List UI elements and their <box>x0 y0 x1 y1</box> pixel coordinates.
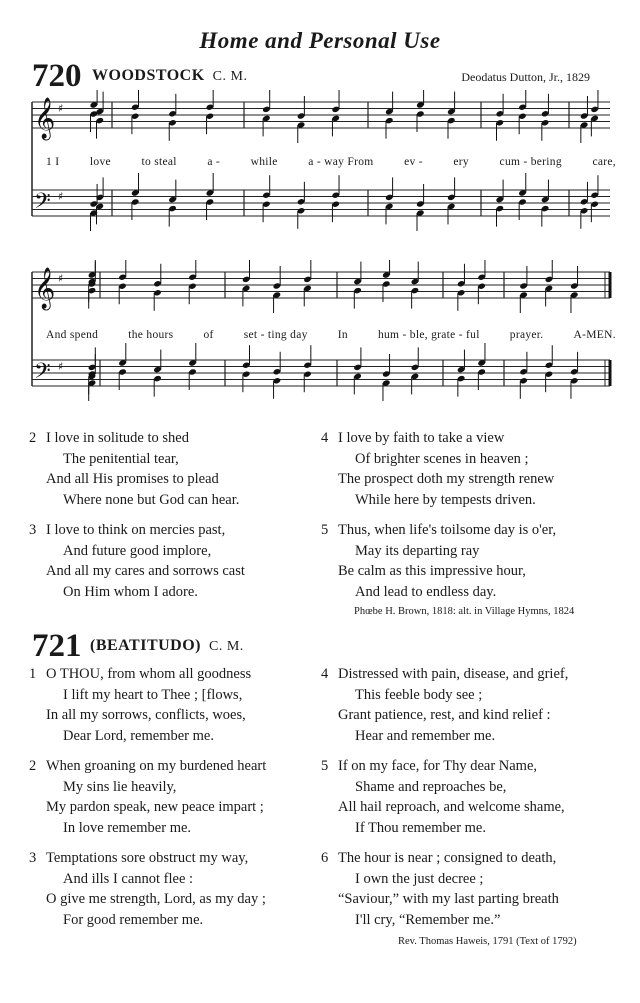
lyric-syllable: And spend <box>46 329 99 341</box>
verse-text: My pardon speak, new peace impart ; <box>46 799 264 815</box>
hymn-720-verse-3 <box>29 520 245 602</box>
verse-line <box>338 490 554 511</box>
verse-line <box>46 469 239 490</box>
lyric-syllable: ery <box>453 156 469 168</box>
verse-text: For good remember me. <box>63 911 204 928</box>
treble-clef-icon: 𝄞 <box>34 268 56 309</box>
verse-text: And all His promises to plead <box>46 471 219 487</box>
lyric-syllable: while <box>250 156 278 168</box>
verse-text: O THOU, from whom all goodness <box>46 666 252 682</box>
hymn-721-header <box>32 628 612 664</box>
verse-text: Grant patience, rest, and kind relief : <box>338 707 551 723</box>
lyric-syllable: to steal <box>141 156 177 168</box>
verse-text: May its departing ray <box>355 542 480 559</box>
verse-line <box>338 561 556 582</box>
verse-text: Shame and reproaches be, <box>355 778 507 795</box>
lyric-syllable: ev - <box>404 156 423 168</box>
verse-text: The prospect doth my strength renew <box>338 471 555 487</box>
verse-line <box>46 705 251 726</box>
verse-line <box>321 848 559 869</box>
lyric-syllable: a - <box>207 156 221 168</box>
verse-line <box>338 541 556 562</box>
lyrics-line-1 <box>46 156 616 168</box>
hymn-720-text-credit: Phœbe H. Brown, 1818: alt. in Village Hymns, 1824 <box>354 606 575 617</box>
verse-text: O give me strength, Lord, as my day ; <box>46 891 266 907</box>
verse-line <box>338 818 565 839</box>
lyric-syllable: cum - bering <box>499 156 562 168</box>
verse-text: Be calm as this impressive hour, <box>338 563 526 579</box>
verse-text: The hour is near ; consigned to death, <box>338 850 557 866</box>
verse-text: When groaning on my burdened heart <box>46 758 267 774</box>
verse-line <box>338 469 554 490</box>
verse-line <box>338 726 568 747</box>
verse-text: While here by tempests driven. <box>355 491 536 508</box>
verse-number: 4 <box>321 666 329 682</box>
verse-text: And future good implore, <box>63 542 212 559</box>
sharp-icon: ♯ <box>58 190 64 203</box>
composer-credit: Deodatus Dutton, Jr., 1829 <box>461 70 590 84</box>
verse-number: 3 <box>29 522 37 538</box>
verse-line <box>46 910 266 931</box>
lyric-syllable: love <box>89 156 111 168</box>
verse-text: Distressed with pain, disease, and grief, <box>338 666 569 682</box>
verse-text: In all my sorrows, conflicts, woes, <box>46 707 246 723</box>
verse-text: And lead to endless day. <box>355 583 497 600</box>
hymn-720-verse-4 <box>321 428 555 510</box>
lyric-syllable: the hours <box>128 329 174 341</box>
verse-number: 3 <box>29 850 37 866</box>
verse-line <box>321 664 569 685</box>
treble-clef-icon: 𝄞 <box>34 98 56 139</box>
verse-text: Of brighter scenes in heaven ; <box>355 450 529 467</box>
sharp-icon: ♯ <box>58 360 64 373</box>
verse-line <box>338 889 559 910</box>
verse-number: 5 <box>321 758 329 774</box>
verse-line <box>29 520 245 541</box>
hymn-720-verse-2 <box>29 428 240 510</box>
hymn-number: 721 <box>32 628 82 664</box>
verse-text: I own the just decree ; <box>355 870 484 887</box>
verse-line <box>46 818 266 839</box>
verse-line <box>338 705 568 726</box>
verse-line <box>46 869 266 890</box>
verse-line <box>338 777 565 798</box>
hymn-721-text-credit: Rev. Thomas Haweis, 1791 (Text of 1792) <box>398 936 577 947</box>
verse-text: Temptations sore obstruct my way, <box>46 850 249 866</box>
lyric-syllable: In <box>337 329 348 341</box>
verse-line <box>321 756 565 777</box>
verse-text: This feeble body see ; <box>355 686 483 703</box>
verse-line <box>46 777 266 798</box>
lyric-syllable: of <box>203 329 214 341</box>
hymn-721-verse-1 <box>29 664 252 746</box>
verse-line <box>338 869 559 890</box>
hymn-721-verse-5 <box>321 756 565 838</box>
verse-number: 6 <box>321 850 329 866</box>
verse-text: “Saviour,” with my last parting breath <box>338 891 559 907</box>
verse-line <box>29 664 252 685</box>
lyric-syllable: care, <box>592 156 616 168</box>
verse-number: 4 <box>321 430 329 446</box>
verse-text: In love remember me. <box>63 819 192 836</box>
verse-text: If Thou remember me. <box>355 819 486 836</box>
verse-text: I'll cry, “Remember me.” <box>355 911 501 928</box>
hymn-721-verse-2 <box>29 756 267 838</box>
verse-text: The penitential tear, <box>63 450 179 467</box>
verse-line <box>338 797 565 818</box>
verse-text: All hail reproach, and welcome shame, <box>338 799 565 815</box>
verse-line <box>46 541 245 562</box>
verse-line <box>46 889 266 910</box>
verse-line <box>338 910 559 931</box>
verse-text: Hear and remember me. <box>355 727 496 744</box>
verse-text: On Him whom I adore. <box>63 583 198 600</box>
verse-text: My sins lie heavily, <box>63 778 177 795</box>
section-title: Home and Personal Use <box>199 28 441 53</box>
verse-line <box>29 756 267 777</box>
verse-line <box>46 490 239 511</box>
tune-name: (BEATITUDO) C. M. <box>90 637 244 654</box>
verse-text: I lift my heart to Thee ; [flows, <box>63 686 243 703</box>
bass-clef-icon: 𝄢 <box>34 359 51 389</box>
verse-text: Thus, when life's toilsome day is o'er, <box>338 522 557 538</box>
verse-line <box>29 848 266 869</box>
verse-line <box>321 428 554 449</box>
verse-line <box>321 520 557 541</box>
verse-number: 2 <box>29 430 37 446</box>
verse-line <box>46 726 251 747</box>
verse-text: I love in solitude to shed <box>46 430 189 446</box>
lyrics-line-2 <box>46 329 616 341</box>
verse-number: 1 <box>29 666 37 682</box>
lyric-syllable: set - ting day <box>243 329 308 341</box>
verse-number: 2 <box>29 758 37 774</box>
verse-text: Dear Lord, remember me. <box>63 727 214 744</box>
verse-text: Where none but God can hear. <box>63 491 240 508</box>
verse-line <box>29 428 239 449</box>
verse-line <box>338 449 554 470</box>
verse-line <box>46 449 239 470</box>
sharp-icon: ♯ <box>58 102 64 115</box>
verse-line <box>46 685 251 706</box>
hymn-721-verse-6 <box>321 848 559 930</box>
verse-line <box>46 561 245 582</box>
lyric-syllable: 1 I <box>46 156 60 168</box>
lyric-syllable: hum - ble, grate - ful <box>377 329 480 341</box>
hymn-720-verse-5 <box>321 520 557 602</box>
verse-line <box>338 582 556 603</box>
verse-text: And all my cares and sorrows cast <box>46 563 245 579</box>
lyric-syllable: a - way From <box>308 156 374 168</box>
verse-line <box>338 685 568 706</box>
verse-line <box>46 797 266 818</box>
hymn-number: 720 <box>32 58 82 94</box>
music-system-1 <box>0 90 640 250</box>
bass-clef-icon: 𝄢 <box>34 189 51 219</box>
verse-text: And ills I cannot flee : <box>63 870 194 887</box>
verse-line <box>46 582 245 603</box>
verse-text: If on my face, for Thy dear Name, <box>338 758 538 774</box>
sharp-icon: ♯ <box>58 272 64 285</box>
lyric-syllable: A-MEN. <box>573 329 616 341</box>
tune-name: WOODSTOCK C. M. <box>92 67 248 84</box>
hymn-721-verse-3 <box>29 848 266 930</box>
hymn-721-verse-4 <box>321 664 569 746</box>
verse-number: 5 <box>321 522 329 538</box>
verse-text: I love to think on mercies past, <box>46 522 226 538</box>
hymn-720-header <box>32 58 612 94</box>
lyric-syllable: prayer. <box>509 329 544 341</box>
verse-text: I love by faith to take a view <box>338 430 505 446</box>
